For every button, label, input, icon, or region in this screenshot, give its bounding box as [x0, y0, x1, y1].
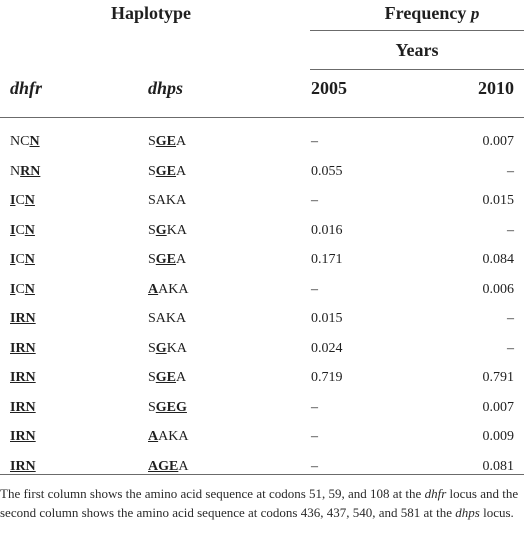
frequency-2005: 0.719: [311, 370, 343, 385]
frequency-2005: –: [311, 134, 318, 149]
footnote-text-3: locus.: [479, 505, 514, 520]
mutant-residues: GE: [155, 163, 177, 179]
dhps-haplotype: [148, 282, 188, 298]
wildtype-residues: AKA: [158, 429, 189, 444]
mutant-residues: I: [10, 222, 16, 238]
table-row: [0, 365, 524, 395]
dhfr-haplotype: [10, 459, 36, 475]
mutant-residues: IRN: [10, 458, 36, 474]
wildtype-residues: S: [148, 399, 156, 415]
mutant-residues: G: [155, 222, 167, 238]
dhps-haplotype: [148, 429, 188, 445]
mutant-residues: AGE: [148, 458, 179, 474]
wildtype-residues: S: [148, 370, 156, 385]
header-dhfr: dhfr: [10, 78, 43, 98]
frequency-2010: 0.006: [482, 281, 514, 297]
wildtype-residues: AKA: [158, 281, 189, 297]
table-row: [0, 454, 524, 484]
dhps-haplotype: [148, 223, 187, 239]
table-row: [0, 159, 524, 189]
mutant-residues: GE: [155, 252, 177, 267]
header-frequency-symbol: p: [470, 4, 480, 23]
table-row: [0, 188, 524, 218]
mutant-residues: N: [24, 252, 35, 267]
mutant-residues: IRN: [10, 311, 36, 326]
dhfr-haplotype: [10, 193, 35, 209]
wildtype-residues: NC: [10, 134, 30, 149]
wildtype-residues: A: [176, 163, 187, 179]
header-frequency-label: Frequency: [384, 3, 467, 23]
table-row: [0, 247, 524, 277]
wildtype-residues: KA: [166, 340, 187, 356]
rule-top: [310, 30, 524, 31]
frequency-2005: 0.016: [311, 222, 343, 238]
table-row: [0, 306, 524, 336]
header-2010: 2010: [478, 78, 514, 98]
dhps-haplotype: [148, 370, 186, 386]
wildtype-residues: C: [15, 222, 25, 238]
table-row: [0, 129, 524, 159]
frequency-2010: 0.084: [482, 252, 514, 267]
rule-header: [0, 117, 524, 118]
table-body: [0, 129, 524, 483]
mutant-residues: IRN: [10, 429, 36, 444]
wildtype-residues: A: [178, 458, 189, 474]
wildtype-residues: C: [15, 252, 25, 267]
frequency-2005: 0.171: [311, 252, 343, 267]
dhfr-haplotype: [10, 223, 35, 239]
footnote-gene-dhps: dhps: [455, 505, 480, 520]
mutant-residues: N: [24, 193, 35, 208]
wildtype-residues: C: [15, 193, 25, 208]
mutant-residues: IRN: [10, 370, 36, 385]
dhfr-haplotype: [10, 400, 36, 416]
dhfr-haplotype: [10, 282, 35, 298]
mutant-residues: A: [148, 429, 159, 444]
frequency-2010: 0.081: [482, 458, 514, 474]
mutant-residues: N: [24, 222, 35, 238]
frequency-2010: –: [507, 163, 514, 179]
dhps-haplotype: [148, 311, 186, 327]
header-dhps: dhps: [148, 78, 184, 98]
footnote-text-2: locus and the second column shows the amino acid sequence at codons 436, 437, 540, and 581 at the: [0, 486, 519, 520]
wildtype-residues: KA: [166, 222, 187, 238]
wildtype-residues: C: [15, 281, 25, 297]
frequency-2005: 0.024: [311, 340, 343, 356]
dhps-haplotype: [148, 134, 186, 150]
mutant-residues: GE: [155, 370, 177, 385]
mutant-residues: I: [10, 193, 16, 208]
mutant-residues: IRN: [10, 340, 36, 356]
frequency-2005: –: [311, 399, 318, 415]
dhps-haplotype: [148, 252, 186, 268]
frequency-2010: 0.007: [482, 134, 514, 149]
frequency-2005: 0.055: [311, 163, 343, 179]
wildtype-residues: S: [148, 340, 156, 356]
wildtype-residues: A: [176, 252, 187, 267]
mutant-residues: N: [24, 281, 35, 297]
wildtype-residues: S: [148, 163, 156, 179]
frequency-2010: 0.791: [482, 370, 514, 385]
mutant-residues: N: [29, 134, 40, 149]
frequency-2010: 0.015: [482, 193, 514, 208]
frequency-2010: –: [507, 222, 514, 238]
wildtype-residues: S: [148, 134, 156, 149]
footnote-text-1: The first column shows the amino acid sequence at codons 51, 59, and 108 at the: [0, 486, 425, 501]
mutant-residues: IRN: [10, 399, 36, 415]
rule-bottom: [0, 474, 524, 475]
header-frequency: [340, 3, 524, 24]
table-footnote: [0, 484, 524, 522]
wildtype-residues: SAKA: [148, 311, 187, 326]
frequency-2010: 0.009: [482, 429, 514, 444]
dhps-haplotype: [148, 193, 186, 209]
table-row: [0, 424, 524, 454]
frequency-2005: –: [311, 458, 318, 474]
dhfr-haplotype: [10, 311, 36, 327]
dhps-haplotype: [148, 400, 187, 416]
mutant-residues: GE: [155, 134, 177, 149]
rule-years: [310, 69, 524, 70]
table-row: [0, 336, 524, 366]
dhfr-haplotype: [10, 164, 40, 180]
mutant-residues: RN: [20, 163, 41, 179]
dhfr-haplotype: [10, 252, 35, 268]
mutant-residues: GEG: [155, 399, 187, 415]
frequency-2010: –: [507, 340, 514, 356]
dhps-haplotype: [148, 459, 188, 475]
wildtype-residues: SAKA: [148, 193, 187, 208]
wildtype-residues: S: [148, 222, 156, 238]
mutant-residues: I: [10, 252, 16, 267]
header-haplotype: Haplotype: [110, 3, 191, 23]
frequency-2010: –: [507, 311, 514, 326]
table-row: [0, 277, 524, 307]
frequency-2005: –: [311, 429, 318, 444]
wildtype-residues: N: [10, 163, 21, 179]
frequency-2005: –: [311, 193, 318, 208]
table-row: [0, 218, 524, 248]
header-2005: 2005: [311, 78, 347, 98]
mutant-residues: A: [148, 281, 159, 297]
wildtype-residues: A: [176, 134, 187, 149]
footnote-gene-dhfr: dhfr: [424, 486, 447, 501]
frequency-2005: 0.015: [311, 311, 343, 326]
frequency-2010: 0.007: [482, 399, 514, 415]
wildtype-residues: A: [176, 370, 187, 385]
mutant-residues: I: [10, 281, 16, 297]
dhfr-haplotype: [10, 134, 40, 150]
frequency-2005: –: [311, 281, 318, 297]
dhfr-haplotype: [10, 429, 36, 445]
dhps-haplotype: [148, 341, 187, 357]
dhfr-haplotype: [10, 341, 36, 357]
dhps-haplotype: [148, 164, 186, 180]
header-years: Years: [395, 40, 439, 60]
mutant-residues: G: [155, 340, 167, 356]
dhfr-haplotype: [10, 370, 36, 386]
wildtype-residues: S: [148, 252, 156, 267]
table-row: [0, 395, 524, 425]
